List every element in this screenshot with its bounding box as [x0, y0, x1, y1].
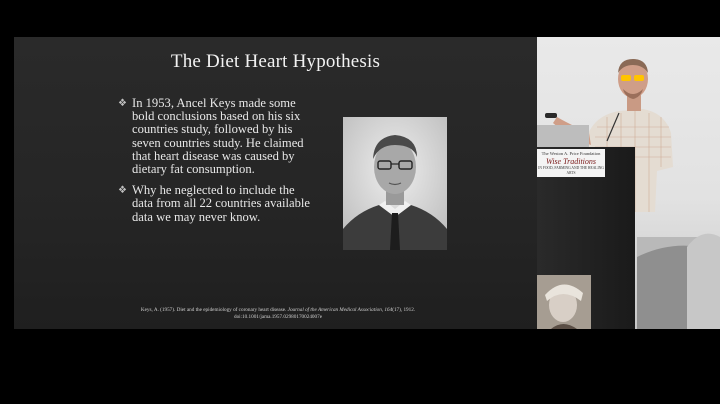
bullet-text: In 1953, Ancel Keys made some bold conclusions based on his six countries study, followed by his seven countries study. He claimed that heart disease was caused by dietary fat consumption. — [132, 96, 304, 177]
diamond-bullet-icon: ❖ — [118, 98, 127, 109]
sign-line-title: Wise Traditions — [545, 157, 596, 166]
laptop — [537, 125, 589, 149]
ancel-keys-portrait — [343, 117, 447, 250]
poster-image — [537, 275, 591, 329]
bullet-list — [118, 97, 318, 232]
sign-line-tagline: IN FOOD, FARMING AND THE HEALING ARTS — [538, 166, 604, 175]
speaker-video — [537, 37, 720, 329]
citation-journal: Journal of the American Medical Association, 164 — [287, 307, 393, 313]
podium-sign — [537, 149, 605, 177]
citation-details: (17), 1912. doi:10.1001/jama.1957.02980170024007e — [233, 307, 416, 320]
diamond-bullet-icon: ❖ — [118, 185, 127, 197]
bullet-item — [118, 97, 318, 176]
presentation-slide — [14, 37, 537, 329]
citation — [118, 307, 438, 320]
slide-title: The Diet Heart Hypothesis — [170, 51, 381, 72]
bullet-item — [118, 184, 318, 224]
portrait-photo — [343, 117, 447, 250]
citation-authors: Keys, A. (1957). Diet and the epidemiology of coronary heart disease. — [140, 307, 287, 313]
poster-photo — [537, 275, 591, 329]
bullet-text: Why he neglected to include the data from all 22 countries available data we may never know. — [132, 183, 310, 224]
sign-line-foundation: The Weston A. Price Foundation — [541, 151, 601, 156]
